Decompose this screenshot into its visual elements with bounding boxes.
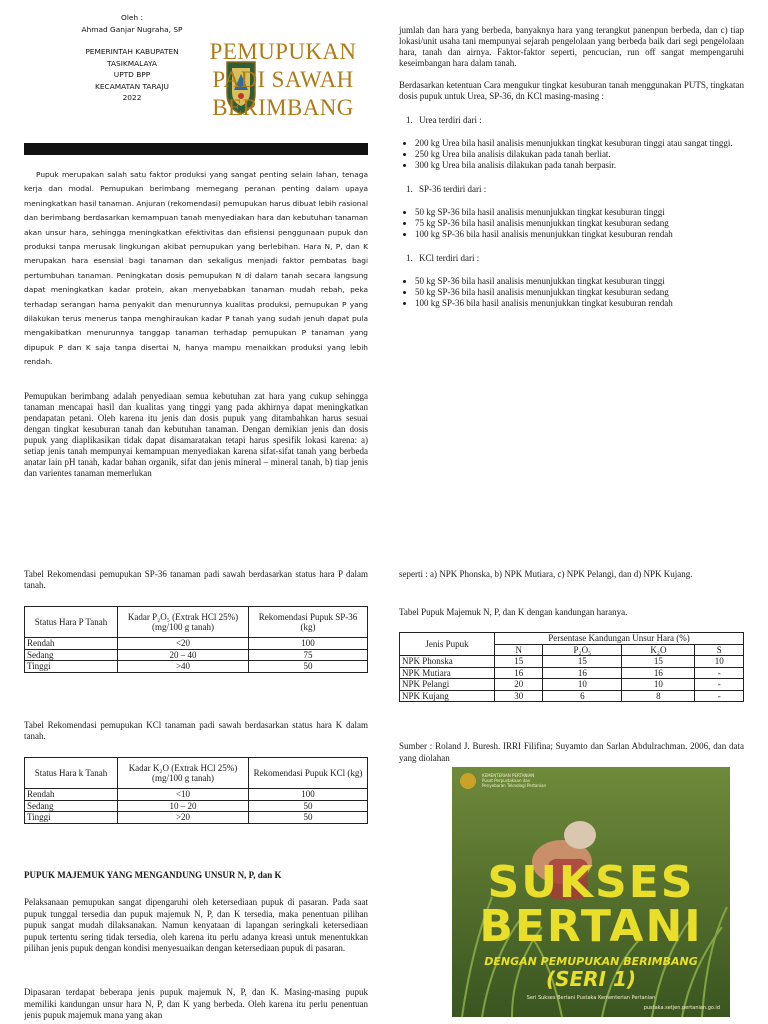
table-cell: 15	[495, 656, 543, 668]
table-cell: 15	[622, 656, 695, 668]
table-header: N	[495, 644, 543, 656]
title-line: PADI SAWAH	[212, 67, 354, 92]
list-item: • 75 kg SP-36 bila hasil analisis menunjukkan tingkat kesuburan sedang	[415, 218, 744, 229]
table-cell: <10	[118, 789, 249, 801]
dose-list	[399, 276, 744, 309]
body-paragraph: jumlah dan hara yang berbeda, banyaknya hara yang terangkut panenpun berbeda, dan c) tiap lokasi/unit usaha tani mempunyai sejarah pengelolaan yang berbeda baik dari segi pengelolaan hara, tanah dan airnya. Faktor-faktor seperti, pencucian, run off sangat mempengaruhi keseimbangan hara dalam tanah.	[399, 25, 744, 68]
table-cell: NPK Mutiara	[400, 667, 495, 679]
table-cell: 100	[249, 789, 368, 801]
list-item: • 250 kg Urea bila analisis dilakukan pada tanah berliat.	[415, 149, 744, 160]
majemuk-paragraph-continued: seperti : a) NPK Phonska, b) NPK Mutiara, c) NPK Pelangi, dan d) NPK Kujang.	[399, 569, 693, 579]
page-title	[202, 38, 364, 122]
table-cell: 10	[695, 656, 744, 668]
table-cell: 16	[543, 667, 622, 679]
dose-group-heading	[399, 184, 744, 195]
table-cell: 15	[543, 656, 622, 668]
table-header: Persentase Kandungan Unsur Hara (%)	[495, 633, 744, 645]
table-cell: <20	[118, 638, 249, 650]
table-cell: 75	[249, 649, 368, 661]
table-k	[24, 757, 368, 824]
table-cell: Tinggi	[25, 812, 118, 824]
table-cell: -	[695, 679, 744, 691]
list-item: 1. Urea terdiri dari :	[415, 115, 744, 126]
institution-line: UPTD BPP	[113, 70, 151, 79]
table-cell: Sedang	[25, 800, 118, 812]
table-row	[25, 649, 368, 661]
table-k-caption: Tabel Rekomendasi pemupukan KCl tanaman padi sawah berdasarkan status hara K dalam tanah.	[24, 720, 368, 741]
intro-paragraph: Pupuk merupakan salah satu faktor produksi yang sangat penting selain lahan, tenaga kerja dan modal. Pemupukan berimbang memegang peranan penting dalam upaya meningkatkan hasil tanaman. Anjuran (rekomendasi) pemupukan harus dibuat lebih rasional dan berimbang berdasarkan kemampuan tanah menyediakan hara dan kebutuhan tanaman akan unsur hara, sehingga meningkatkan efektivitas dan efisiensi penggunaan pupuk dan produksi tanpa merusak lingkungan akibat pemupukan yang berlebihan. Hara N, P, dan K merupakan hara esensial bagi tanaman dan sekaligus menjadi faktor pembatas bagi pertumbuhan tanaman. Peningkatan dosis pemupukan N di dalam tanah secara langsung dapat meningkatkan kadar protein, akan menyebabkan tanaman mudah rebah, peka terhadap serangan hama penyakit dan menurunnya kualitas produksi, pemupukan P yang dilakukan terus menerus tanpa menghiraukan kadar P tanah yang sudah jenuh dapat pula mengakibatkan menurunnya tanggap tanaman terhadap pemupukan P tanaman yang dipupuk P dan K saja tanpa disertai N, hanya mampu menaikkan produksi yang lebih rendah.	[24, 170, 369, 367]
table-header: Status Hara P Tanah	[25, 607, 118, 638]
table-cell: 20	[495, 679, 543, 691]
table-cell: 30	[495, 690, 543, 702]
list-item: • 50 kg SP-36 bila hasil analisis menunjukkan tingkat kesuburan tinggi	[415, 276, 744, 287]
table-row	[25, 638, 368, 650]
list-item: • 50 kg SP-36 bila hasil analisis menunjukkan tingkat kesuburan sedang	[415, 287, 744, 298]
table-cell: 16	[495, 667, 543, 679]
book-subtitle: DENGAN PEMUPUKAN BERIMBANG	[484, 955, 698, 968]
list-item: • 100 kg SP-36 bila hasil analisis menunjukkan tingkat kesuburan rendah	[415, 229, 744, 240]
table-header: K₂O	[622, 644, 695, 656]
book-url: pustaka.setjen.pertanian.go.id	[643, 1005, 720, 1011]
body-paragraph: Berdasarkan ketentuan Cara mengukur tingkat kesuburan tanah menggunakan PUTS, tingkatan dosis pupuk untuk Urea, SP-36, dn KCl masing-masing :	[399, 80, 744, 101]
table-cell: 6	[543, 690, 622, 702]
table-header: S	[695, 644, 744, 656]
table-cell: 10	[543, 679, 622, 691]
table-cell: Rendah	[25, 789, 118, 801]
table-cell: 16	[622, 667, 695, 679]
table-header: Status Hara k Tanah	[25, 758, 118, 789]
dose-group-heading	[399, 253, 744, 264]
title-line: PEMUPUKAN	[209, 39, 357, 64]
table-cell: Tinggi	[25, 661, 118, 673]
table-header: Jenis Pupuk	[400, 633, 495, 656]
table-cell: 100	[249, 638, 368, 650]
table-cell: 10	[622, 679, 695, 691]
author-block	[52, 12, 212, 104]
table-cell: NPK Kujang	[400, 690, 495, 702]
dose-group-heading	[399, 115, 744, 126]
list-item: 1. KCl terdiri dari :	[415, 253, 744, 264]
table-cell: Sedang	[25, 649, 118, 661]
book-footer: Seri Sukses Bertani Pustaka Kementerian Pertanian	[526, 995, 656, 1001]
list-item: • 50 kg SP-36 bila hasil analisis menunjukkan tingkat kesuburan tinggi	[415, 207, 744, 218]
dose-list	[399, 138, 744, 171]
institution-line: TASIKMALAYA	[107, 58, 157, 68]
intro-section	[24, 168, 368, 370]
paragraph-balanced-fertilization	[24, 391, 368, 479]
author-label: Oleh :	[121, 13, 143, 22]
source-citation: Sumber : Roland J. Buresh. IRRI Filifina; Suyamto dan Sarlan Abdulrachman. 2006, dan data yang diolahan	[399, 741, 744, 763]
ministry-logo-icon	[460, 773, 476, 789]
list-item: • 300 kg Urea bila analisis dilakukan pada tanah berpasir.	[415, 160, 744, 171]
book-title: SUKSES BERTANI	[479, 857, 703, 952]
table-cell: 8	[622, 690, 695, 702]
table-cell: -	[695, 690, 744, 702]
institution-line: PEMERINTAH KABUPATEN	[85, 47, 179, 56]
table-cell: Rendah	[25, 638, 118, 650]
section-heading-majemuk: PUPUK MAJEMUK YANG MENGANDUNG UNSUR N, P, dan K	[24, 870, 282, 880]
dose-list	[399, 207, 744, 240]
table-cell: 10 – 20	[118, 800, 249, 812]
table-header: Kadar K₂O (Extrak HCl 25%) (mg/100 g tanah)	[118, 758, 249, 789]
table-cell: 50	[249, 800, 368, 812]
table-cell: >40	[118, 661, 249, 673]
dose-section	[399, 25, 744, 309]
table-p	[24, 606, 368, 673]
publisher-line: KEMENTERIAN PERTANIAN	[482, 773, 535, 778]
institution-line: 2022	[122, 93, 142, 102]
table-cell: 50	[249, 812, 368, 824]
table-cell: -	[695, 667, 744, 679]
title-line: BERIMBANG	[212, 95, 354, 120]
table-row	[25, 800, 368, 812]
table-row	[25, 812, 368, 824]
body-paragraph: Pemupukan berimbang adalah penyediaan semua kebutuhan zat hara yang cukup sehingga tanaman mencapai hasil dan kualitas yang tinggi yang pada akhirnya dapat meningkatkan pendapatan petani. Oleh karena itu jenis dan dosis pupuk yang ditambahkan harus sesuai dengan tingkat kesuburan tanah dan kebutuhan tanaman. Dengan demikian jenis dan dosis pupuk yang diaplikasikan tidak dapat disamaratakan tetapi harus spesifik lokasi karena: a) setiap jenis tanah mempunyai kemampuan menyediakan karena sifat-sifat tanah yang berbeda anatar lain pH tanah, kadar bahan organik, sifat dan jenis mineral – mineral tanah, b) tiap jenis dan varientes tanaman memerlukan	[24, 391, 368, 478]
book-series: (SERI 1)	[545, 967, 637, 991]
table-npk-caption: Tabel Pupuk Majemuk N, P, dan K dengan kandungan haranya.	[399, 607, 628, 617]
table-npk	[399, 632, 744, 702]
table-cell: >20	[118, 812, 249, 824]
table-cell: 20 – 40	[118, 649, 249, 661]
publisher-line: Penyebaran Teknologi Pertanian	[482, 783, 547, 788]
majemuk-paragraph: Pelaksanaan pemupukan sangat dipengaruhi oleh ketersediaan pupuk di pasaran. Pada saat pupuk tunggal tersedia dan pupuk majemuk N, P, dan K tersedia, maka penentuan pilihan pupuk sangat mudah dilaksanakan. Namun kenyataan di lapangan seringkali ketersediaan pupuk tertentu sering tidak tersedia, oleh karena itu perlu adanya kreasi untuk menentukkan pilihan jenis pupuk dengan kondisi menyesuaikan dengan ketersediaan pupuk di pasaran.	[24, 897, 368, 954]
table-header: Rekomendasi Pupuk SP-36 (kg)	[249, 607, 368, 638]
publisher-line: Pusat Perpustakaan dan	[482, 778, 531, 783]
table-cell: 50	[249, 661, 368, 673]
table-header: Rekomendasi Pupuk KCl (kg)	[249, 758, 368, 789]
divider-bar	[24, 143, 368, 155]
majemuk-paragraph: Dipasaran terdapat beberapa jenis pupuk majemuk N, P, dan K. Masing-masing pupuk memiliki kandungan unsur hara N, P, dan K yang berbeda. Oleh karena itu perlu penentuan jenis pupuk majemuk mana yang akan	[24, 987, 368, 1021]
list-item: 1. SP-36 terdiri dari :	[415, 184, 744, 195]
list-item: • 200 kg Urea bila hasil analisis menunjukkan tingkat kesuburan tinggi atau sangat tinggi.	[415, 138, 744, 149]
author-name: Ahmad Ganjar Nugraha, SP	[81, 24, 183, 34]
table-row	[400, 690, 744, 702]
institution-line: KECAMATAN TARAJU	[95, 81, 169, 91]
table-row	[25, 661, 368, 673]
table-row	[400, 679, 744, 691]
book-cover-image	[452, 767, 730, 1017]
table-cell: NPK Pelangi	[400, 679, 495, 691]
table-row	[400, 656, 744, 668]
table-row	[25, 789, 368, 801]
table-cell: NPK Phonska	[400, 656, 495, 668]
table-header: P₂O₅	[543, 644, 622, 656]
table-row	[400, 667, 744, 679]
book-publisher	[482, 773, 622, 788]
list-item: • 100 kg SP-36 bila hasil analisis menunjukkan tingkat kesuburan rendah	[415, 298, 744, 309]
table-p-caption: Tabel Rekomendasi pemupukan SP-36 tanaman padi sawah berdasarkan status hara P dalam tanah.	[24, 569, 368, 590]
table-header: Kadar P₂O₅ (Extrak HCl 25%) (mg/100 g tanah)	[118, 607, 249, 638]
